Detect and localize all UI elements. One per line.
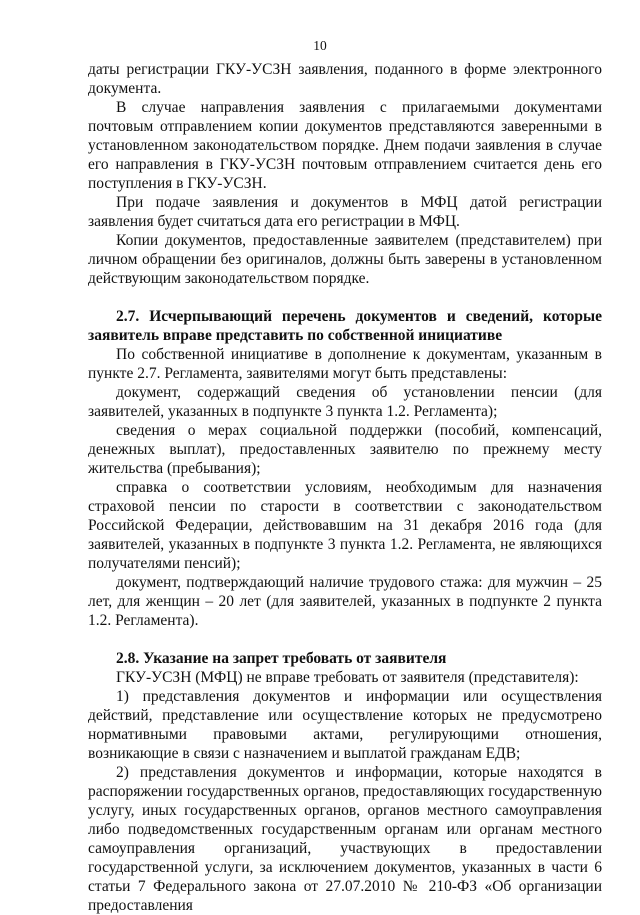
paragraph-mfc-registration: При подаче заявления и документов в МФЦ датой регистрации заявления будет считаться дата его регистрации в МФЦ.	[88, 194, 602, 230]
paragraph-registration-date: даты регистрации ГКУ-УСЗН заявления, поданного в форме электронного документа.	[88, 61, 602, 97]
paragraph-own-initiative: По собственной инициативе в дополнение к документам, указанным в пункте 2.7. Регламента, заявителями могут быть представлены:	[88, 346, 602, 382]
list-item-compliance-certificate: справка о соответствии условиям, необходимым для назначения страховой пенсии по старости в соответствии с законодательством Российской Федерации, действовавшим на 31 декабря 2016 года (для заявителей, указанных в подпункте 3 пункта 1.2. Регламента, не являющихся получателями пенсий);	[88, 479, 602, 572]
list-item-prohibition-1: 1) представления документов и информации или осуществления действий, представление или осуществление которых не предусмотрено нормативными правовыми актами, регулирующими отношения, возникающие в связи с назначением и выплатой гражданам ЕДВ;	[88, 688, 602, 762]
list-item-social-support-info: сведения о мерах социальной поддержки (пособий, компенсаций, денежных выплат), предоставленных заявителю по прежнему месту жительства (пребывания);	[88, 422, 602, 477]
list-item-work-experience-document: документ, подтверждающий наличие трудового стажа: для мужчин – 25 лет, для женщин – 20 лет (для заявителей, указанных в подпункте 2 пункта 1.2. Регламента).	[88, 574, 602, 629]
list-item-prohibition-2: 2) представления документов и информации, которые находятся в распоряжении государственных органов, предоставляющих государственную услугу, иных государственных органов, органов местного самоуправления либо подведомственных государственным органам или органам местного самоуправления организаций, участвующих в предоставлении государственной услуги, за исключением документов, указанных в части 6 статьи 7 Федерального закона от 27.07.2010 № 210-ФЗ «Об организации предоставления	[88, 764, 602, 914]
paragraph-document-copies: Копии документов, предоставленные заявителем (представителем) при личном обращении без оригиналов, должны быть заверены в установленном действующим законодательством порядке.	[88, 232, 602, 287]
document-body	[88, 60, 602, 915]
page-number: 10	[313, 38, 327, 53]
section-heading-2-7: 2.7. Исчерпывающий перечень документов и сведений, которые заявитель вправе представить по собственной инициативе	[88, 308, 602, 344]
list-item-pension-document: документ, содержащий сведения об установлении пенсии (для заявителей, указанных в подпункте 3 пункта 1.2. Регламента);	[88, 384, 602, 420]
section-heading-2-8: 2.8. Указание на запрет требовать от заявителя	[116, 650, 447, 667]
paragraph-prohibition-intro: ГКУ-УСЗН (МФЦ) не вправе требовать от заявителя (представителя):	[116, 669, 579, 686]
paragraph-postal-submission: В случае направления заявления с прилагаемыми документами почтовым отправлением копии документов представляются заверенными в установленном законодательством порядке. Днем подачи заявления в случае его направления в ГКУ-УСЗН почтовым отправлением считается день его поступления в ГКУ-УСЗН.	[88, 99, 602, 192]
